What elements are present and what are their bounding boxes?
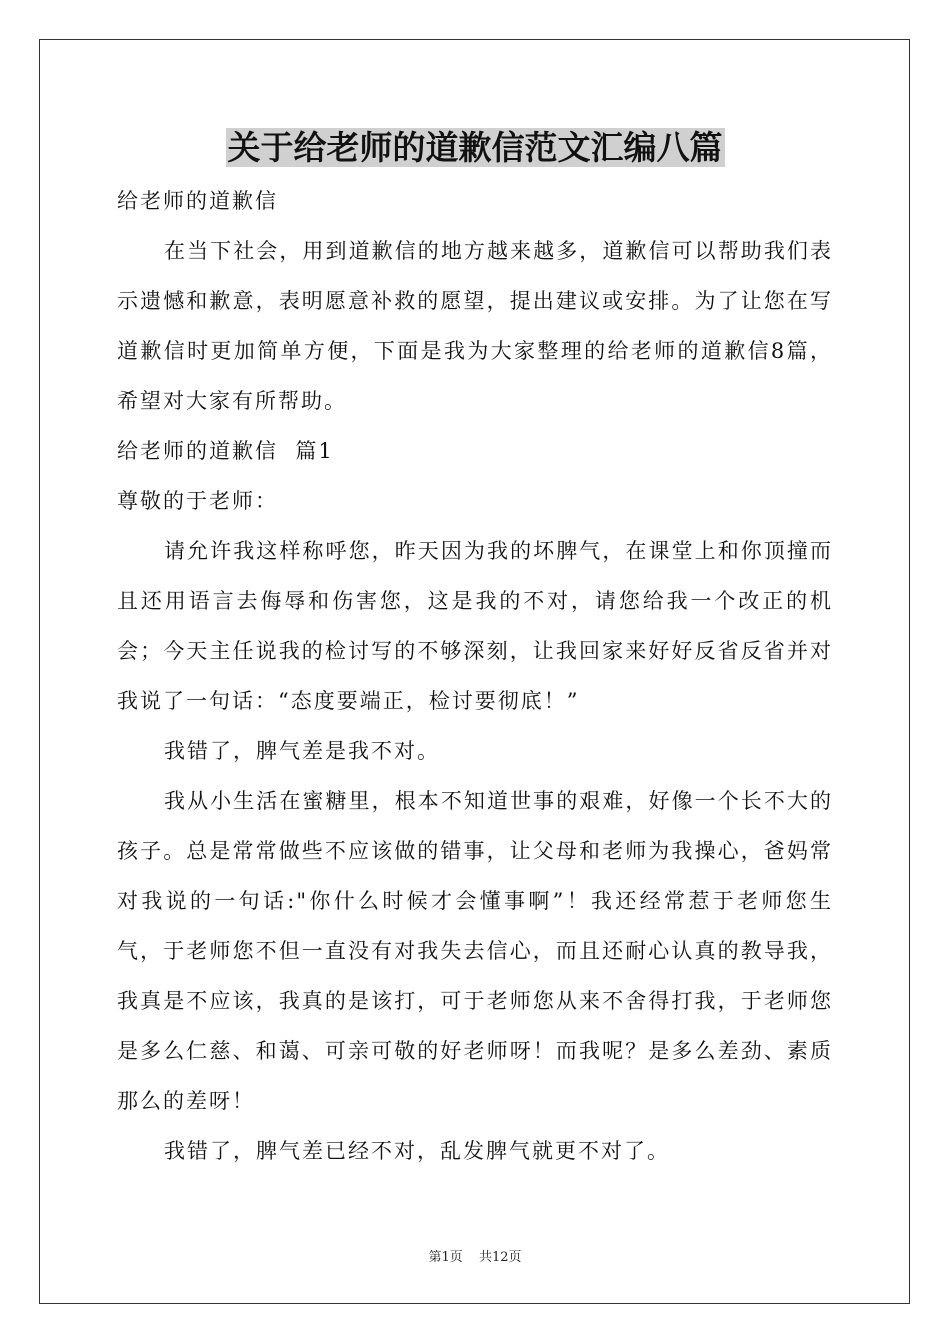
paragraph: 给老师的道歉信: [117, 189, 278, 213]
paragraph: 我从小生活在蜜糖里，根本不知道世事的艰难，好像一个长不大的孩子。总是常常做些不应该做的错事，让父母和老师为我操心，爸妈常对我说的一句话:"你什么时候才会懂事啊”！我还经常惹于老师您生气，于老师您不但一直没有对我失去信心，而且还耐心认真的教导我，我真是不应该，我真的是该打，可于老师您从来不舍得打我，于老师您是多么仁慈、和蔼、可亲可敬的好老师呀！而我呢？是多么差劲、素质那么的差呀！: [117, 789, 833, 1113]
paragraph: 尊敬的于老师：: [117, 489, 278, 513]
page-total: 共12页: [478, 1250, 522, 1265]
paragraph: 我错了，脾气差是我不对。: [164, 739, 440, 763]
document-title: 关于给老师的道歉信范文汇编八篇: [227, 128, 723, 167]
page-footer: [0, 1246, 950, 1265]
document-body: [117, 176, 833, 1176]
paragraph: 在当下社会，用到道歉信的地方越来越多，道歉信可以帮助我们表示遗憾和歉意，表明愿意补救的愿望，提出建议或安排。为了让您在写道歉信时更加简单方便，下面是我为大家整理的给老师的道歉信8篇，希望对大家有所帮助。: [117, 239, 833, 413]
document-title-container: [0, 126, 950, 170]
page-number: 第1页: [428, 1250, 463, 1265]
paragraph: 请允许我这样称呼您，昨天因为我的坏脾气，在课堂上和你顶撞而且还用语言去侮辱和伤害您，这是我的不对，请您给我一个改正的机会；今天主任说我的检讨写的不够深刻，让我回家来好好反省反省并对我说了一句话：“态度要端正，检讨要彻底！”: [117, 539, 833, 713]
paragraph: 我错了，脾气差已经不对，乱发脾气就更不对了。: [164, 1139, 670, 1163]
paragraph: 给老师的道歉信 篇1: [117, 439, 334, 463]
